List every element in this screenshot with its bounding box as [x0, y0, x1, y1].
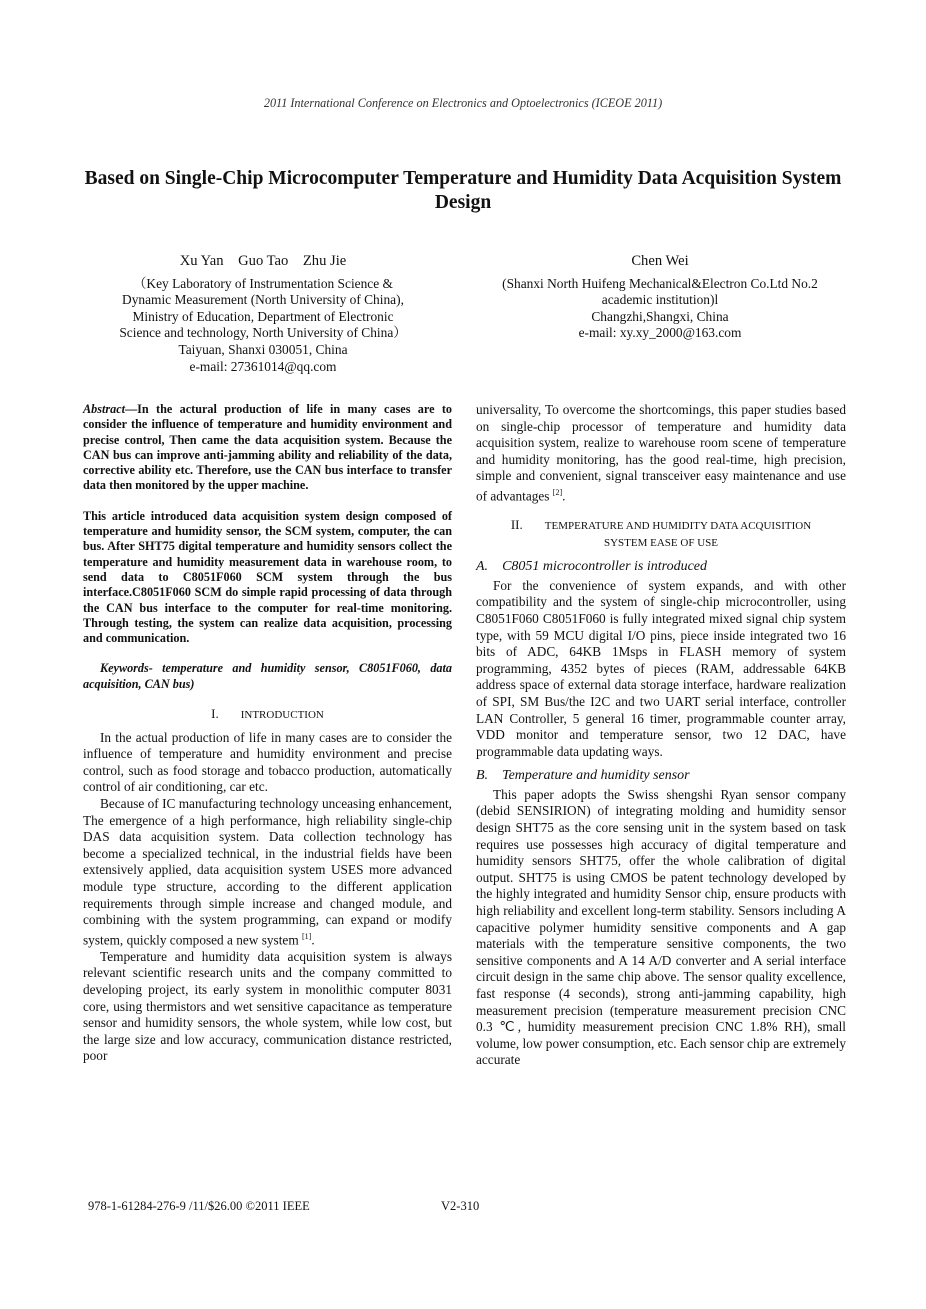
body-paragraph: [83, 796, 452, 949]
paragraph-end: .: [562, 488, 566, 504]
subsection-title: C8051 microcontroller is introduced: [502, 559, 707, 575]
section-number: I.: [211, 706, 219, 722]
citation: [2]: [552, 487, 563, 497]
affiliation-line: Science and technology, North University of China）: [119, 325, 407, 341]
body-paragraph: [476, 402, 846, 505]
page-number: V2-310: [441, 1199, 480, 1213]
paragraph-end: .: [311, 932, 315, 948]
affiliation-line: Dynamic Measurement (North University of China),: [122, 292, 404, 308]
paragraph-text: Because of IC manufacturing technology unceasing enhancement, The emergence of a high performance, high reliability single-chip DAS data acquisition system. Data collection technology has become a specialized technical, in the industrial fields have been extensively applied, data acquisition system USES more advanced module type structure, according to the different application requirements through simple increase and changed module, and combining with the system programming, can expand or modify system, quickly composed a new system: [83, 796, 452, 948]
right-column: [476, 402, 846, 1069]
author-block-right: [465, 253, 855, 342]
affiliation-line: Ministry of Education, Department of Electronic: [132, 308, 394, 324]
subsection-number: B.: [476, 768, 489, 784]
abstract-label: Abstract: [83, 402, 125, 416]
affiliation-line: Changzhi,Shangxi, China: [591, 308, 729, 324]
affiliation-line: （Key Laboratory of Instrumentation Science &: [133, 275, 393, 291]
affiliation-line: Taiyuan, Shanxi 030051, China: [178, 341, 348, 357]
author-block-left: [83, 253, 443, 375]
subsection-title: Temperature and humidity sensor: [502, 768, 690, 784]
author-names: Chen Wei: [631, 253, 689, 269]
section-heading-2: [476, 517, 846, 551]
paper-title: Based on Single-Chip Microcomputer Temperature and Humidity Data Acquisition System Design: [84, 168, 842, 213]
body-paragraph: For the convenience of system expands, and with other compatibility and the system of single-chip microcontroller, using C8051F060 C8051F060 is fully integrated mixed signal chip system type, with 59 MCU digital I/O pins, piece inside integrated two 16 bits of ADC, 64KB 1Msps in FLASH memory of system programming, 4352 bytes of pieces (RAM, addressable 64KB address space of external data storage interface, hardware realization of SPI, SM Bus/the I2C and two UART serial interface, controller LAN Controller, 5 general 16 timer, programmable counter array, VDD monitor and temperature sensor, two 12 DAC, have programmable data updating ways.: [476, 577, 846, 759]
subsection-heading-b: [476, 768, 846, 785]
section-title: INTRODUCTION: [240, 709, 324, 722]
section-heading-introduction: [83, 706, 452, 724]
abstract-paragraph-2: This article introduced data acquisition system design composed of temperature and humidity sensor, the SCM system, computer, the can bus. After SHT75 digital temperature and humidity sensors collect the temperature and humidity measurement data in warehouse room, to send data to C8051F060 SCM system through the bus interface.C8051F060 SCM do simple rapid processing of data through the CAN bus interface to the computer for real-time monitoring. Through testing, the system can realize data acquisition, processing and communication.: [83, 508, 452, 646]
affiliation-line: (Shanxi North Huifeng Mechanical&Electron Co.Ltd No.2: [502, 275, 818, 291]
keywords: Keywords- temperature and humidity sensor, C8051F060, data acquisition, CAN bus): [83, 661, 452, 691]
paragraph-text: universality, To overcome the shortcomings, this paper studies based on single-chip processor of temperature and humidity data acquisition system, realize to warehouse room scene of temperature and humidity monitoring, has the good real-time, high precision, simple and convenient, signal transceiver easy maintenance and use of advantages: [476, 402, 846, 504]
author-email: e-mail: xy.xy_2000@163.com: [578, 325, 742, 341]
body-paragraph: In the actual production of life in many cases are to consider the influence of temperature and humidity environment and precise control, such as food storage and tobacco production, automatically control of air conditioning, car etc.: [83, 729, 452, 795]
author-names: Xu Yan Guo Tao Zhu Jie: [179, 253, 347, 269]
conference-header: 2011 International Conference on Electronics and Optoelectronics (ICEOE 2011): [263, 96, 663, 110]
abstract-text: —In the actural production of life in many cases are to consider the influence of temperature and humidity environment and precise control, Then came the data acquisition system. Because the CAN bus can improve anti-jamming ability and reliability of the data, corrective ability etc. Therefore, use the CAN bus interface to transfer data then monitored by the upper machine.: [83, 402, 452, 493]
footer-isbn: 978-1-61284-276-9 /11/$26.00 ©2011 IEEE: [88, 1199, 310, 1213]
body-paragraph: This paper adopts the Swiss shengshi Ryan sensor company (debid SENSIRION) of integrating molding and humidity sensor design SHT75 as the core sensing unit in the system based on task requires use possesses high accuracy of digital temperature and humidity sensors SHT75, offer the whole calibration of digital output. SHT75 is using CMOS be patent technology developed by the highly integrated and humidity Sensor chip, ensure products with high reliability and excellent long-term stability. Sensors including A capacitive polymer humidity sensitive components and A gap materials with the temperature sensitive components, the two sensitive components and A 14 A/D converter and A serial interface circuit design in the same chip above. The sensor quality excellence, fast response (4 seconds), strong anti-jamming capability, high measurement precision (temperature measurement precision CNC 0.3 ℃, humidity measurement precision CNC 1.8% RH), small volume, low power consumption, etc. Each sensor chip are extremely accurate: [476, 786, 846, 1068]
section-title: TEMPERATURE AND HUMIDITY DATA ACQUISITION: [544, 519, 812, 532]
left-column: [83, 402, 452, 1065]
section-number: II.: [510, 516, 523, 532]
author-email: e-mail: 27361014@qq.com: [189, 358, 337, 374]
subsection-number: A.: [476, 559, 489, 575]
citation: [1]: [302, 931, 312, 941]
abstract-paragraph: [83, 402, 452, 494]
section-title-line-2: SYSTEM EASE OF USE: [604, 536, 718, 549]
subsection-heading-a: [476, 559, 846, 576]
affiliation-line: academic institution)l: [601, 292, 719, 308]
body-paragraph: Temperature and humidity data acquisition system is always relevant scientific research units and the company committed to developing project, its early system in monolithic computer 8031 core, using thermistors and wet sensitive capacitance as temperature sensor and humidity sensors, the whole system, while low cost, but the large size and low accuracy, communication distance restricted, poor: [83, 948, 452, 1064]
